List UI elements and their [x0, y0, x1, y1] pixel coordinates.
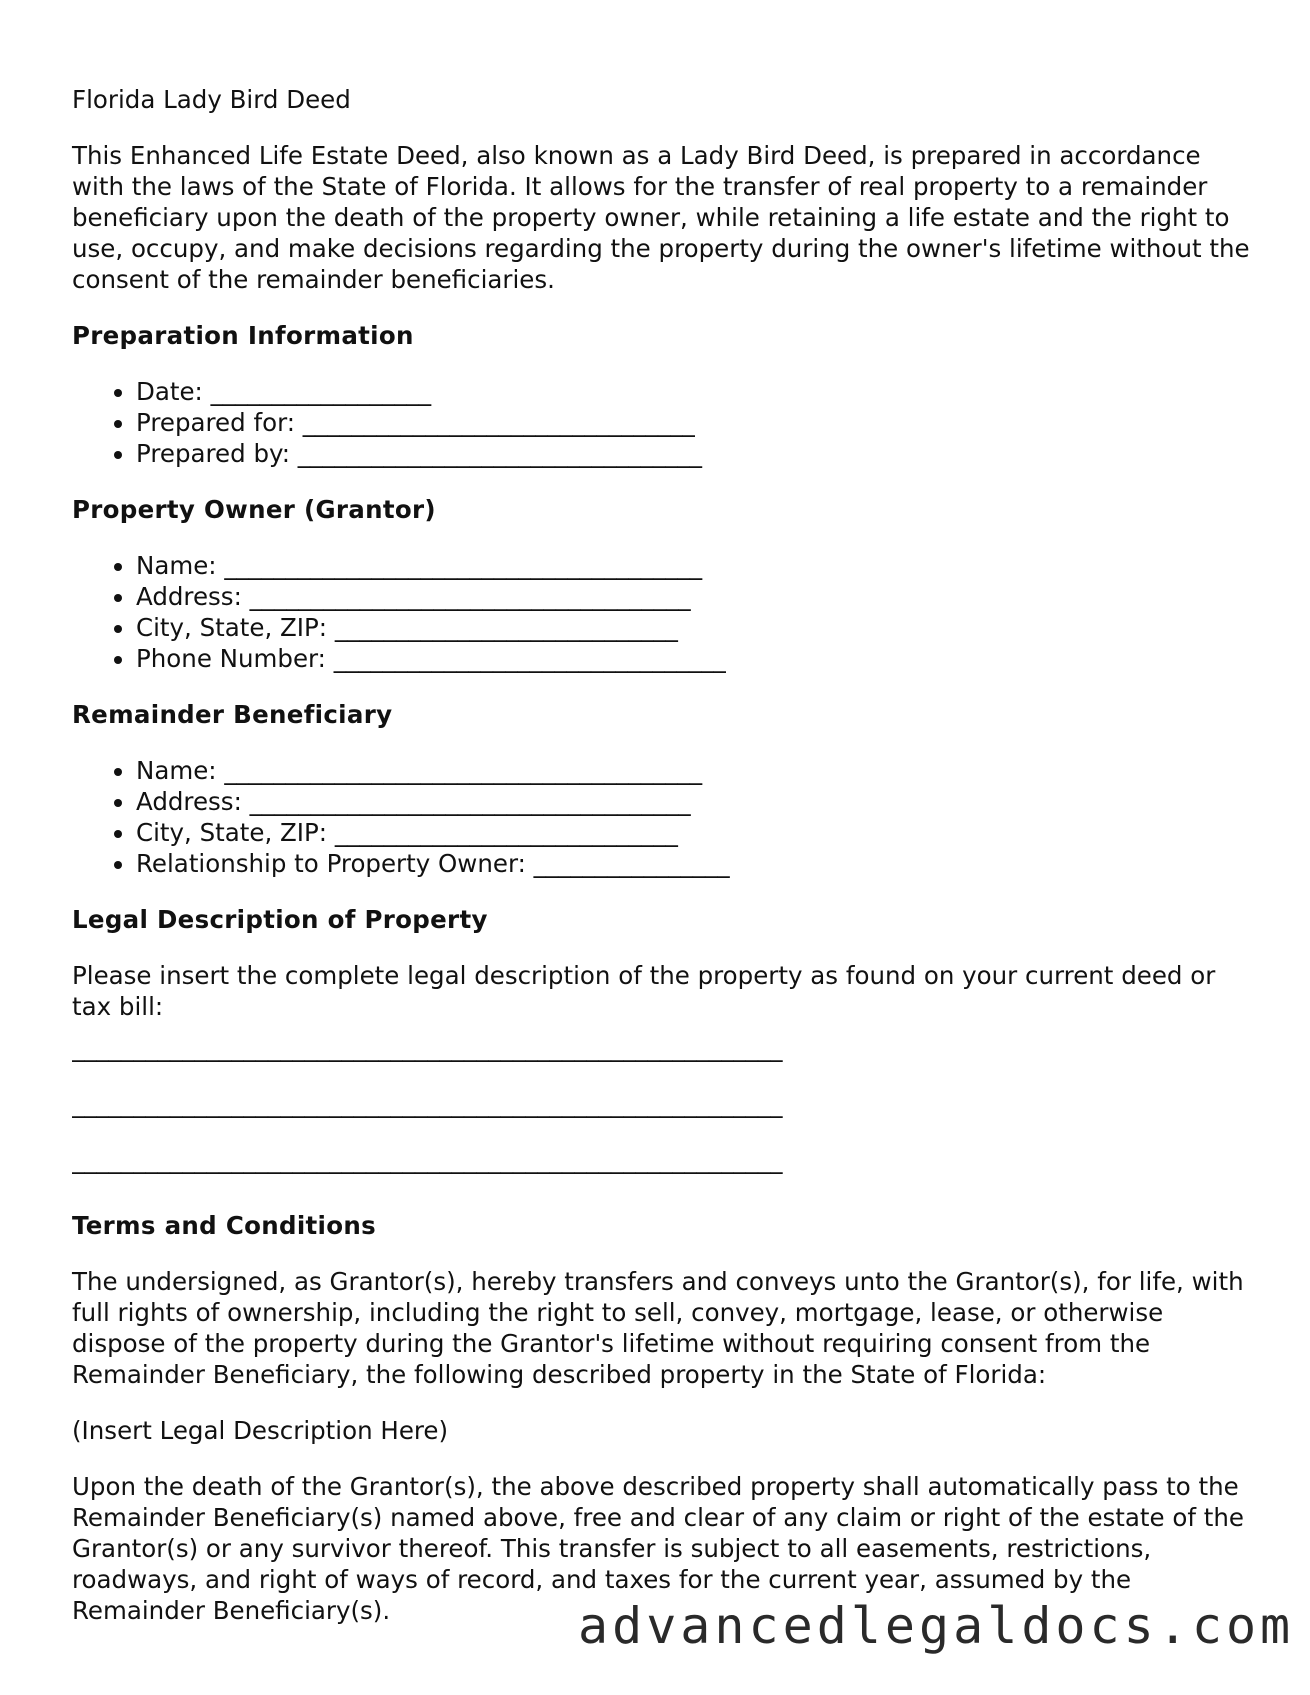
grantor-address-field: • Address: ____________________________________	[136, 581, 1252, 612]
legal-description-line: __________________________________________________________	[72, 1145, 783, 1174]
beneficiary-heading: Remainder Beneficiary	[72, 700, 393, 729]
terms-paragraph-2: Upon the death of the Grantor(s), the above described property shall automatically pass to the Remainder Beneficiary(s) named above, free and clear of any claim or right of the estate of the Grantor(s) or any survivor thereof. This transfer is subject to all easements, restrictions, roadways, and right of ways of record, and taxes for the current year, assumed by the Remainder Beneficiary(s).	[72, 1472, 1244, 1625]
grantor-name-field: • Name: _______________________________________	[136, 550, 1252, 581]
beneficiary-city-state-zip-field: • City, State, ZIP: ____________________________	[136, 817, 1252, 848]
legal-description-blank-lines	[72, 1032, 1252, 1200]
grantor-city-state-zip-field: • City, State, ZIP: ____________________________	[136, 612, 1252, 643]
beneficiary-address-field: • Address: ____________________________________	[136, 786, 1252, 817]
terms-heading: Terms and Conditions	[72, 1211, 376, 1240]
beneficiary-list	[72, 755, 1252, 879]
grantor-phone-field: • Phone Number: ________________________________	[136, 643, 1252, 674]
preparation-date-field: • Date: __________________	[136, 376, 1252, 407]
beneficiary-name-field: • Name: _______________________________________	[136, 755, 1252, 786]
preparation-list	[72, 376, 1252, 469]
terms-placeholder: (Insert Legal Description Here)	[72, 1416, 449, 1445]
watermark: advancedlegaldocs.com	[578, 1597, 1295, 1655]
preparation-prepared-by-field: • Prepared by: _________________________________	[136, 438, 1252, 469]
legal-description-line: __________________________________________________________	[72, 1033, 783, 1062]
document-body	[72, 84, 1252, 1651]
document-title: Florida Lady Bird Deed	[72, 85, 351, 114]
intro-paragraph: This Enhanced Life Estate Deed, also known as a Lady Bird Deed, is prepared in accordance with the laws of the State of Florida. It allows for the transfer of real property to a remainder beneficiary upon the death of the property owner, while retaining a life estate and the right to use, occupy, and make decisions regarding the property during the owner's lifetime without the consent of the remainder beneficiaries.	[72, 141, 1250, 294]
grantor-heading: Property Owner (Grantor)	[72, 495, 436, 524]
preparation-prepared-for-field: • Prepared for: ________________________________	[136, 407, 1252, 438]
grantor-list	[72, 550, 1252, 674]
preparation-heading: Preparation Information	[72, 321, 414, 350]
legal-description-line: __________________________________________________________	[72, 1089, 783, 1118]
legal-description-heading: Legal Description of Property	[72, 905, 488, 934]
legal-description-instruction: Please insert the complete legal description of the property as found on your current deed or tax bill:	[72, 961, 1216, 1021]
beneficiary-relationship-field: • Relationship to Property Owner: ________________	[136, 848, 1252, 879]
terms-paragraph-1: The undersigned, as Grantor(s), hereby transfers and conveys unto the Grantor(s), for life, with full rights of ownership, including the right to sell, convey, mortgage, lease, or otherwise dispose of the property during the Grantor's lifetime without requiring consent from the Remainder Beneficiary, the following described property in the State of Florida:	[72, 1267, 1244, 1389]
